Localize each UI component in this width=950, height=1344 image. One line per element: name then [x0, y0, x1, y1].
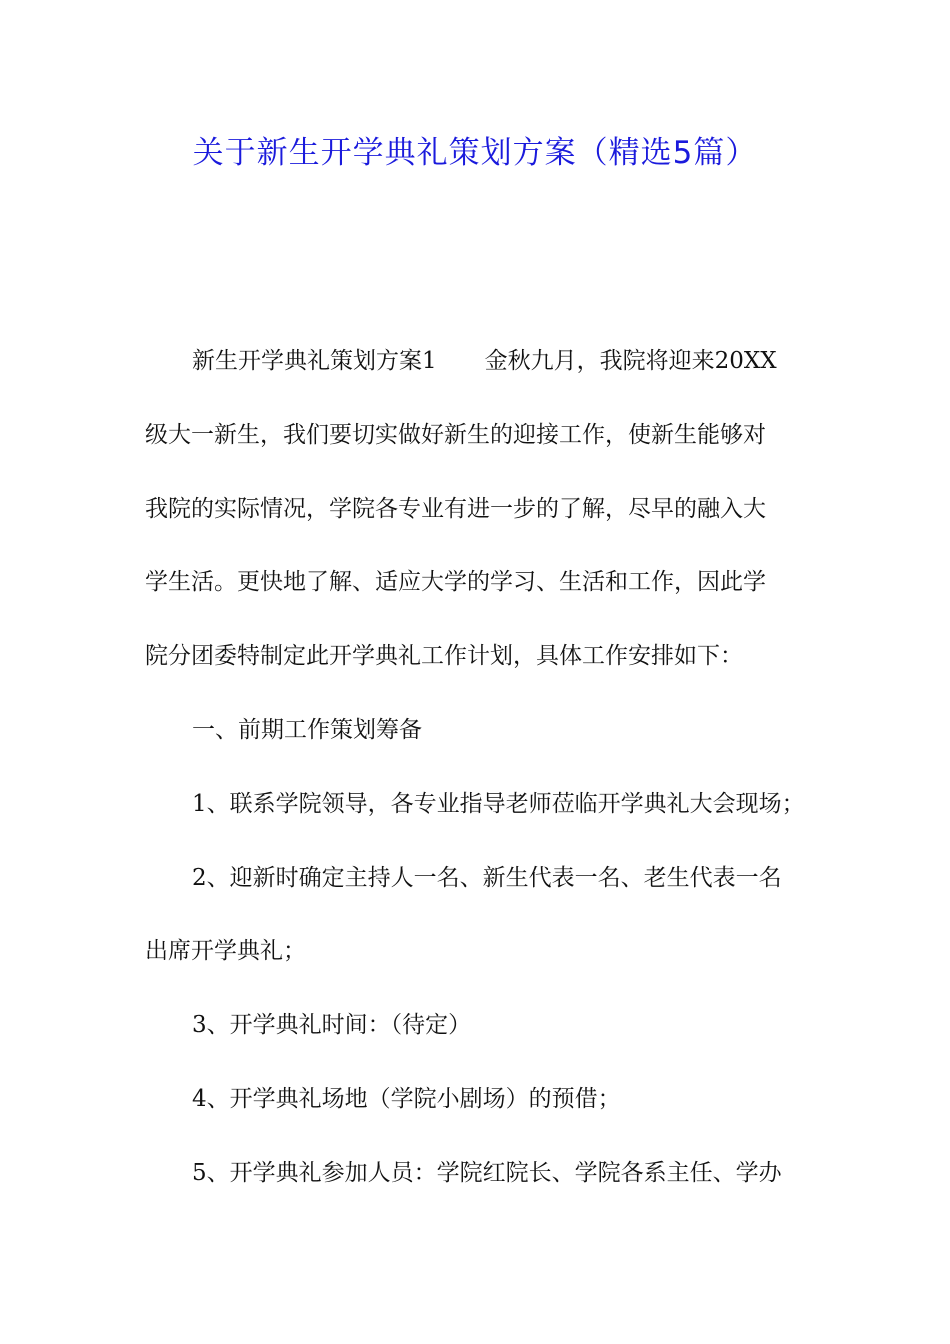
list-item-5: 5、开学典礼参加人员：学院红院长、学院各系主任、学办 — [192, 1159, 782, 1186]
paragraph-line-5: 院分团委特制定此开学典礼工作计划，具体工作安排如下： — [145, 643, 743, 670]
paragraph-line-1 — [145, 338, 810, 412]
list-item-1: 1、联系学院领导，各专业指导老师莅临开学典礼大会现场； — [192, 790, 805, 817]
list-item-2: 2、迎新时确定主持人一名、新生代表一名、老生代表一名 — [192, 864, 782, 891]
list-item-2-continued: 出席开学典礼； — [145, 938, 306, 965]
line-text: 金秋九月，我院将迎来20XX — [484, 348, 777, 374]
paragraph-line-3: 我院的实际情况，学院各专业有进一步的了解，尽早的融入大 — [145, 495, 766, 522]
list-item-4: 4、开学典礼场地（学院小剧场）的预借； — [192, 1085, 621, 1112]
section-heading-1: 一、前期工作策划筹备 — [192, 716, 422, 743]
paragraph-line-2: 级大一新生，我们要切实做好新生的迎接工作，使新生能够对 — [145, 421, 766, 448]
paragraph-line-4: 学生活。更快地了解、适应大学的学习、生活和工作，因此学 — [145, 569, 766, 596]
document-body — [145, 338, 810, 1224]
document-title: 关于新生开学典礼策划方案（精选5篇） — [192, 135, 758, 171]
section-heading: 新生开学典礼策划方案1 — [192, 348, 437, 374]
list-item-3: 3、开学典礼时间：（待定） — [192, 1012, 472, 1039]
